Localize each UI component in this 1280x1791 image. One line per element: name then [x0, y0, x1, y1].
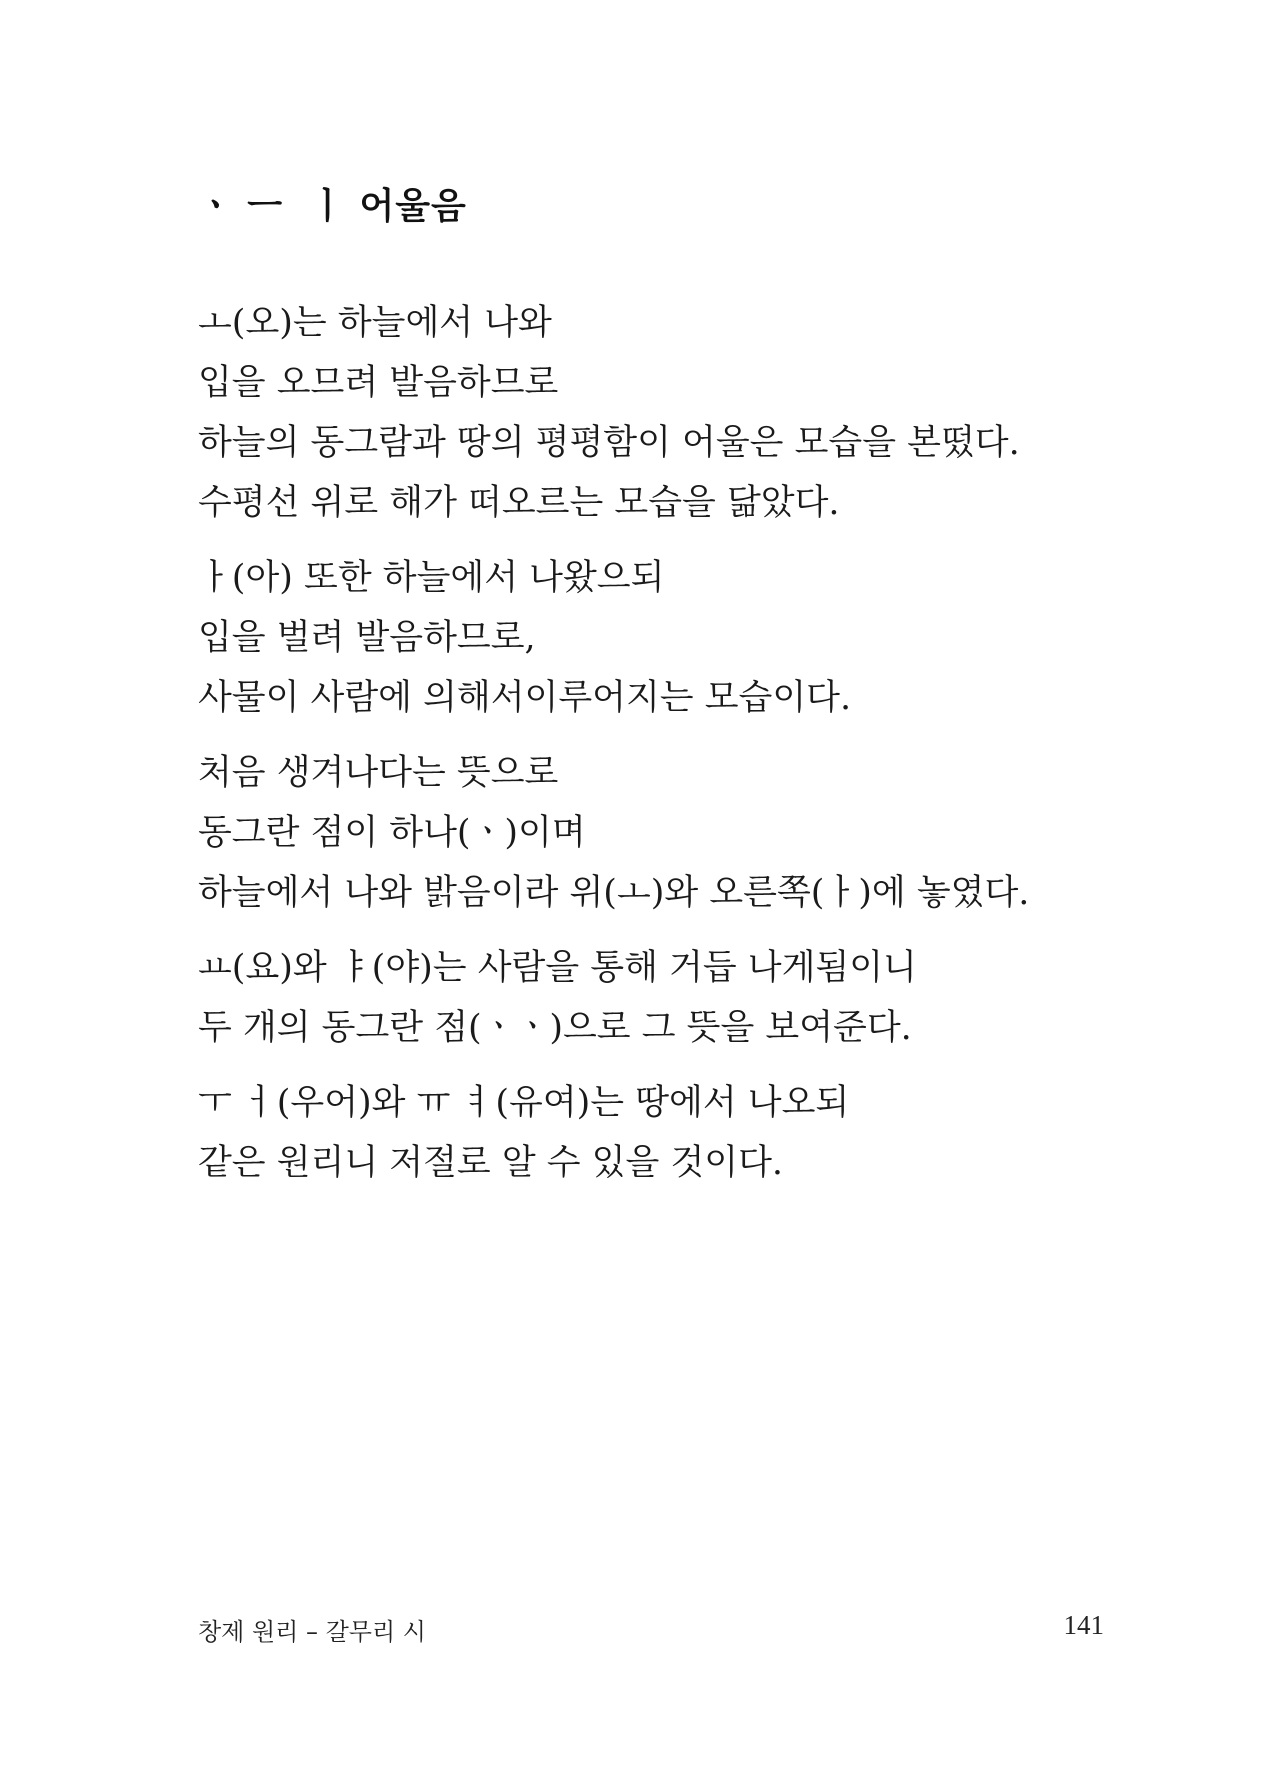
poem-line: 두 개의 동그란 점(ㆍㆍ)으로 그 뜻을 보여준다. [198, 1008, 912, 1048]
poem-line: 입을 오므려 발음하므로 [198, 363, 559, 403]
poem-line: ㅜ ㅓ(우어)와 ㅠ ㅕ(유여)는 땅에서 나오되 [198, 1083, 850, 1123]
page-number: 141 [1063, 1610, 1104, 1640]
poem-line: 하늘의 동그람과 땅의 평평함이 어울은 모습을 본떴다. [198, 423, 1020, 463]
poem-line: 동그란 점이 하나(ㆍ)이며 [198, 813, 586, 853]
poem-line: 수평선 위로 해가 떠오르는 모습을 닮았다. [198, 483, 840, 523]
poem-line: ㅏ(아) 또한 하늘에서 나왔으되 [198, 558, 665, 598]
stanza [198, 938, 1178, 1058]
poem-line: ㅗ(오)는 하늘에서 나와 [198, 303, 552, 343]
poem-line: 같은 원리니 저절로 알 수 있을 것이다. [198, 1143, 784, 1183]
footer-section-title: 창제 원리 – 갈무리 시 [198, 1618, 426, 1646]
stanza [198, 1073, 1178, 1193]
poem-line: 입을 벌려 발음하므로, [198, 618, 536, 658]
poem-line: 사물이 사람에 의해서이루어지는 모습이다. [198, 678, 852, 718]
poem-line: 처음 생겨나다는 뜻으로 [198, 753, 559, 793]
page-title: ㆍ ㅡ ㅣ 어울음 [198, 186, 467, 227]
poem-line: ㅛ(요)와 ㅑ(야)는 사람을 통해 거듭 나게됨이니 [198, 948, 917, 988]
poem-line: 하늘에서 나와 밝음이라 위(ㅗ)와 오른쪽(ㅏ)에 놓였다. [198, 873, 1030, 913]
stanza [198, 548, 1178, 728]
poem-body [198, 293, 1178, 1208]
stanza [198, 743, 1178, 923]
stanza [198, 293, 1178, 533]
